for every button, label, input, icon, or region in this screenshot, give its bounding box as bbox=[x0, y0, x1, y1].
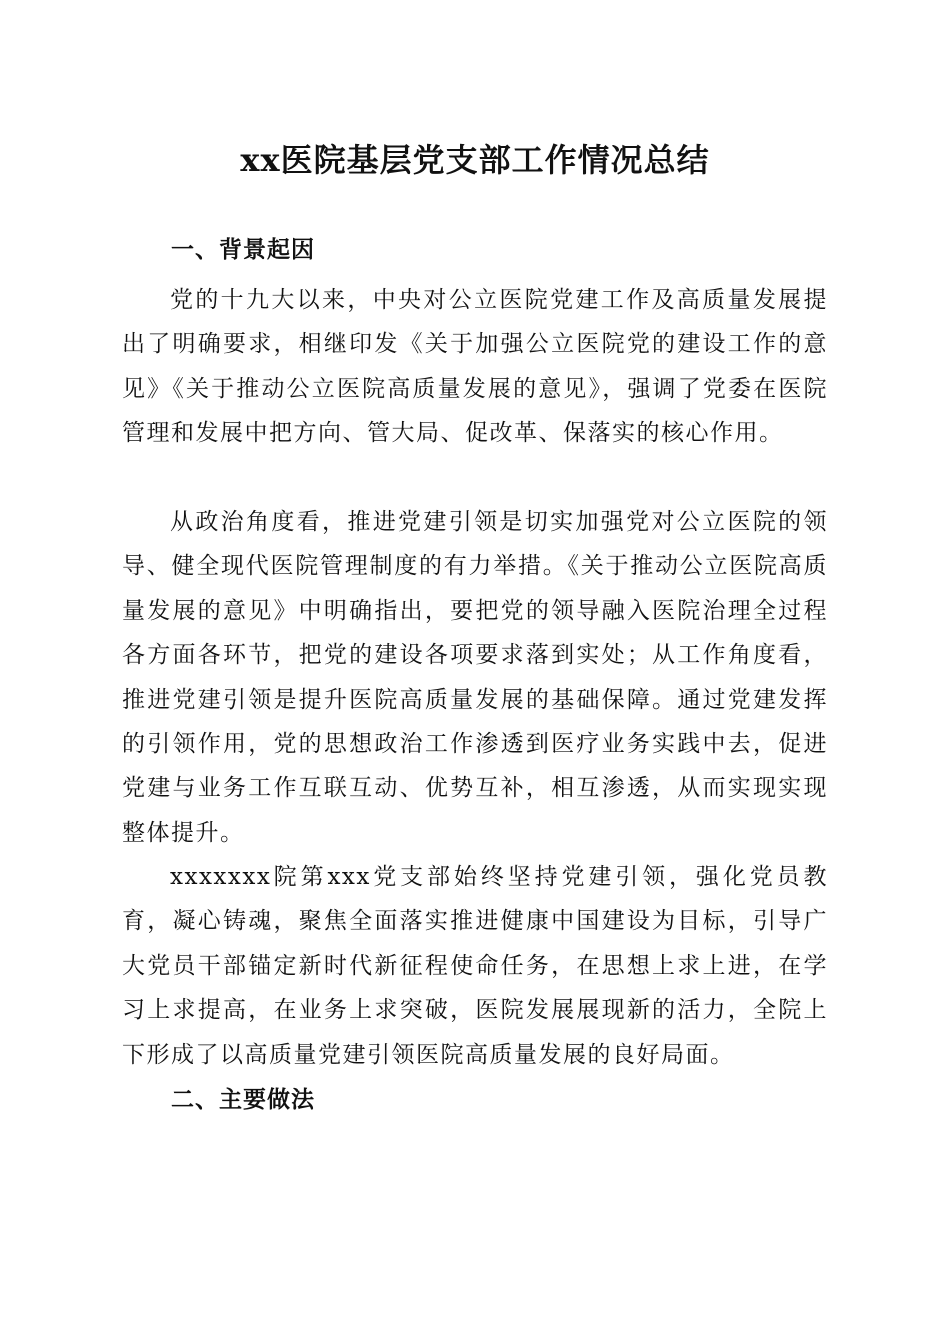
document-title: xx医院基层党支部工作情况总结 bbox=[240, 141, 710, 179]
paragraph-2: 从政治角度看，推进党建引领是切实加强党对公立医院的领导、健全现代医院管理制度的有力举措。《关于推动公立医院高质量发展的意见》中明确指出，要把党的领导融入医院治理全过程各方面各环节，把党的建设各项要求落到实处；从工作角度看，推进党建引领是提升医院高质量发展的基础保障。通过党建发挥的引领作用，党的思想政治工作渗透到医疗业务实践中去，促进党建与业务工作互联互动、优势互补，相互渗透，从而实现实现整体提升。 bbox=[122, 509, 828, 846]
section-heading-background: 一、背景起因 bbox=[171, 237, 315, 263]
paragraph-block bbox=[122, 855, 828, 1077]
paragraph-block bbox=[122, 500, 828, 855]
paragraph-3: xxxxxxx院第xxx党支部始终坚持党建引领，强化党员教育，凝心铸魂，聚焦全面落实推进健康中国建设为目标，引导广大党员干部锚定新时代新征程使命任务，在思想上求上进，在学习上求提高，在业务上求突破，医院发展展现新的活力，全院上下形成了以高质量党建引领医院高质量发展的良好局面。 bbox=[122, 864, 828, 1068]
paragraph-1: 党的十九大以来，中央对公立医院党建工作及高质量发展提出了明确要求，相继印发《关于加强公立医院党的建设工作的意见》《关于推动公立医院高质量发展的意见》，强调了党委在医院管理和发展中把方向、管大局、促改革、保落实的核心作用。 bbox=[122, 287, 828, 447]
paragraph-block bbox=[122, 278, 828, 456]
section-heading-main-practices: 二、主要做法 bbox=[171, 1087, 315, 1113]
